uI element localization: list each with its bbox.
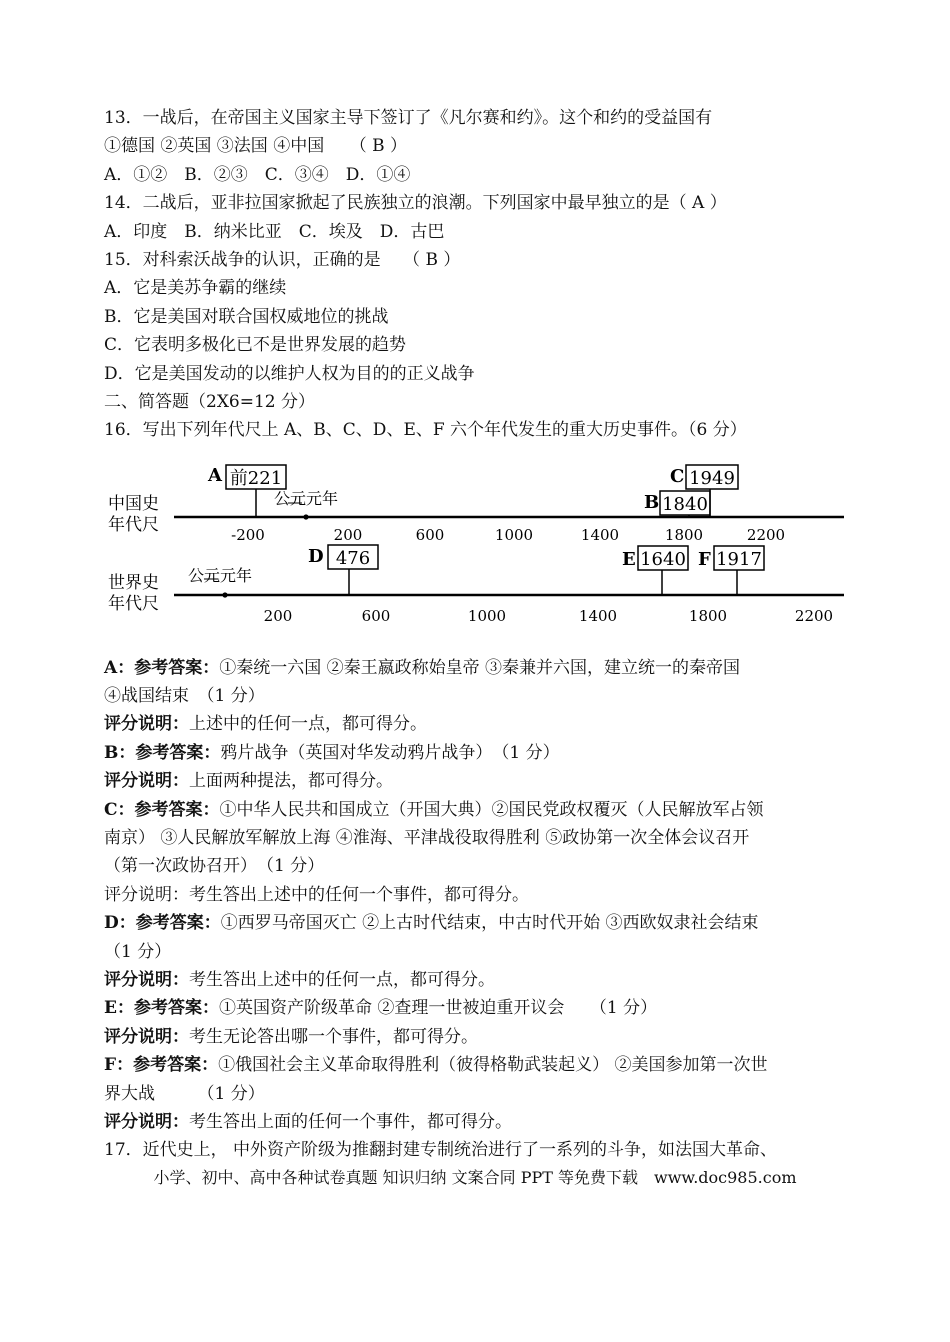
china-era-dot <box>303 514 308 519</box>
answer-d-text-2: （1 分） <box>104 941 172 962</box>
marker-b-letter: B <box>644 491 660 513</box>
world-tick-1000: 1000 <box>467 606 507 625</box>
answer-c-text-3: （第一次政协召开） （1 分） <box>104 856 325 877</box>
q15-stem: 15．对科索沃战争的认识，正确的是 （ B ） <box>104 249 461 270</box>
china-tick-1400: 1400 <box>580 525 620 544</box>
answer-e-line1 <box>104 994 864 1022</box>
q15-option-c: C．它表明多极化已不是世界发展的趋势 <box>104 335 407 356</box>
marker-b-year: 1840 <box>662 493 708 515</box>
answer-c-ref-label: 参考答案： <box>134 799 220 820</box>
answer-a-prefix: A： <box>104 657 135 678</box>
marker-f-letter: F <box>698 548 711 570</box>
marker-c-letter: C <box>670 465 685 487</box>
q13-items: ①德国 ②英国 ③法国 ④中国 （ B ） <box>104 136 408 157</box>
answer-d-line1 <box>104 909 864 937</box>
answer-a-score-label: 评分说明： <box>104 714 189 735</box>
china-tick-2200: 2200 <box>746 525 786 544</box>
world-era-dot <box>222 592 227 597</box>
answer-f-ref-label: 参考答案： <box>133 1055 219 1076</box>
answer-a-score <box>104 710 864 738</box>
answer-d-score-label: 评分说明： <box>104 969 189 990</box>
china-era-label: 公元元年 <box>274 488 339 508</box>
q15-option-b: B．它是美国对联合国权威地位的挑战 <box>104 306 389 327</box>
answer-a-ref-label: 参考答案： <box>134 657 220 678</box>
q14-stem: 14．二战后，亚非拉国家掀起了民族独立的浪潮。下列国家中最早独立的是（ A ） <box>104 193 727 214</box>
world-tick-600: 600 <box>361 606 391 625</box>
world-tick-2200: 2200 <box>794 606 834 625</box>
marker-a-year: 前221 <box>229 467 283 489</box>
answer-b-line1 <box>104 739 864 767</box>
answer-e-score <box>104 1023 864 1051</box>
china-label-1: 中国史 <box>108 493 159 514</box>
answer-d-score-text: 考生答出上述中的任何一点，都可得分。 <box>189 969 495 990</box>
answer-f-line1 <box>104 1051 864 1079</box>
answer-b-score <box>104 767 864 795</box>
answer-f-score <box>104 1108 864 1136</box>
answer-f-prefix: F： <box>104 1055 134 1076</box>
answer-d-text-1: ①西罗马帝国灭亡 ②上古时代结束，中古时代开始 ③西欧奴隶社会结束 <box>220 913 759 934</box>
china-tick-1000: 1000 <box>494 525 534 544</box>
answer-a-text-1: ①秦统一六国 ②秦王嬴政称始皇帝 ③秦兼并六国，建立统一的秦帝国 <box>219 657 741 678</box>
answer-f-text-1: ①俄国社会主义革命取得胜利（彼得格勒武装起义） ②美国参加第一次世 <box>218 1055 768 1076</box>
answer-f-score-label: 评分说明： <box>104 1111 189 1132</box>
china-tick-200: 200 <box>333 525 363 544</box>
marker-f-year: 1917 <box>716 548 762 570</box>
marker-e-letter: E <box>622 548 636 570</box>
answer-b-score-label: 评分说明： <box>104 771 189 792</box>
china-tick-1800: 1800 <box>664 525 704 544</box>
q15-option-a: A．它是美苏争霸的继续 <box>104 278 287 299</box>
answer-e-score-text: 考生无论答出哪一个事件，都可得分。 <box>189 1026 478 1047</box>
answer-d-ref-label: 参考答案： <box>135 913 221 934</box>
answer-b-ref-label: 参考答案： <box>135 742 221 763</box>
answer-a-score-text: 上述中的任何一点，都可得分。 <box>189 714 427 735</box>
answer-a-text-2: ④战国结束 （1 分） <box>104 686 265 707</box>
answer-c-score: 评分说明：考生答出上述中的任何一个事件，都可得分。 <box>104 884 529 905</box>
world-tick-1800: 1800 <box>688 606 728 625</box>
timeline-figure <box>104 447 864 652</box>
timeline-svg <box>104 447 864 652</box>
answer-b-score-text: 上面两种提法，都可得分。 <box>189 771 393 792</box>
marker-a-letter: A <box>208 464 222 486</box>
q13-options: A．①② B．②③ C．③④ D．①④ <box>104 164 411 185</box>
answer-f-score-text: 考生答出上面的任何一个事件，都可得分。 <box>189 1111 512 1132</box>
document-body <box>104 104 864 1165</box>
q14-options: A．印度 B．纳米比亚 C．埃及 D．古巴 <box>104 221 445 242</box>
answer-e-text-1: ①英国资产阶级革命 ②查理一世被迫重开议会 （1 分） <box>218 998 658 1019</box>
world-tick-200: 200 <box>263 606 293 625</box>
answer-f-text-2: 界大战 （1 分） <box>104 1083 265 1104</box>
answer-e-score-label: 评分说明： <box>104 1026 189 1047</box>
answer-c-line1 <box>104 796 864 824</box>
answer-e-prefix: E： <box>104 998 134 1019</box>
answer-c-prefix: C： <box>104 799 135 820</box>
answer-b-prefix: B： <box>104 742 136 763</box>
china-tick-600: 600 <box>415 525 445 544</box>
answer-a-line1 <box>104 654 864 682</box>
answer-c-text-2: 南京） ③人民解放军解放上海 ④淮海、平津战役取得胜利 ⑤政协第一次全体会议召开 <box>104 828 750 849</box>
q13-stem: 13．一战后，在帝国主义国家主导下签订了《凡尔赛和约》。这个和约的受益国有 <box>104 108 713 128</box>
marker-d-letter: D <box>308 545 324 567</box>
world-era-label: 公元元年 <box>188 565 253 585</box>
china-tick-m200: -200 <box>231 525 265 544</box>
page-footer: 小学、初中、高中各种试卷真题 知识归纳 文案合同 PPT 等免费下载 www.doc985.com <box>153 1168 797 1187</box>
marker-c-year: 1949 <box>689 467 735 489</box>
answer-d-score <box>104 966 864 994</box>
world-label-2: 年代尺 <box>108 593 159 614</box>
marker-e-year: 1640 <box>640 548 686 570</box>
answer-e-ref-label: 参考答案： <box>133 998 219 1019</box>
world-tick-1400: 1400 <box>578 606 618 625</box>
answer-d-prefix: D： <box>104 913 136 934</box>
marker-d-year: 476 <box>335 547 371 569</box>
answer-c-text-1: ①中华人民共和国成立（开国大典）②国民党政权覆灭（人民解放军占领 <box>219 799 764 820</box>
q17-stem: 17．近代史上， 中外资产阶级为推翻封建专制统治进行了一系列的斗争，如法国大革命、 <box>104 1140 778 1161</box>
world-label-1: 世界史 <box>108 572 159 593</box>
q15-option-d: D．它是美国发动的以维护人权为目的的正义战争 <box>104 363 475 384</box>
section-heading: 二、简答题（2X6=12 分） <box>104 391 316 412</box>
china-label-2: 年代尺 <box>108 514 159 535</box>
q16-stem: 16．写出下列年代尺上 A、B、C、D、E、F 六个年代发生的重大历史事件。（6 分） <box>104 420 747 441</box>
answer-b-text-1: 鸦片战争（英国对华发动鸦片战争） （1 分） <box>220 742 560 763</box>
